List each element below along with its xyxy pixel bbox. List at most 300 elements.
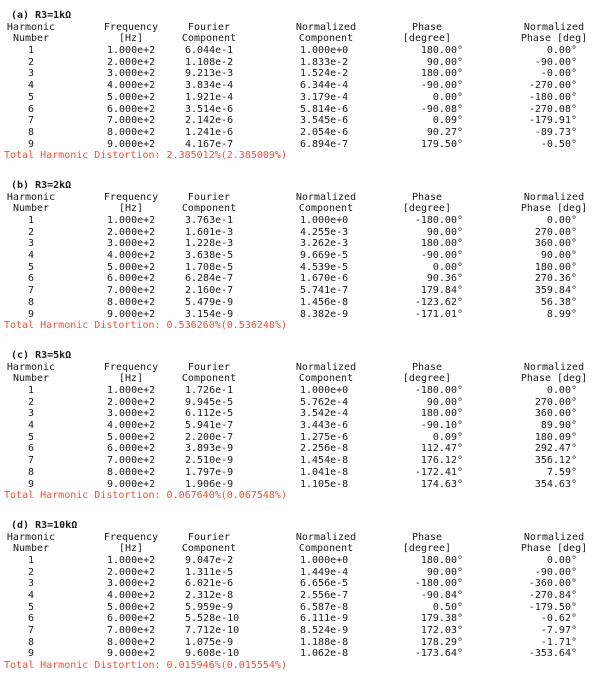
table-cell: 4.255e-3: [300, 226, 349, 238]
table-cell: 3.542e-4: [300, 408, 349, 420]
table-cell: 8.000e+2: [107, 466, 156, 478]
table-cell: 178.29°: [420, 636, 463, 648]
column-header: Component: [298, 33, 354, 45]
table-cell: 9.945e-5: [185, 396, 234, 408]
thd-line: Total Harmonic Distortion: 0.067640%(0.067548%): [4, 490, 287, 502]
table-cell: 6.112e-5: [185, 408, 234, 420]
table-row: [0, 420, 600, 432]
section-b: [0, 180, 600, 332]
table-cell: 6.021e-6: [185, 578, 234, 590]
table-cell: 6.284e-7: [185, 273, 234, 285]
table-cell: -90.08°: [420, 103, 463, 115]
table-cell: 270.00°: [534, 396, 577, 408]
table-cell: 90.00°: [426, 566, 463, 578]
column-header: Number: [12, 203, 50, 215]
table-cell: 2.054e-6: [300, 126, 349, 138]
table-cell: 6: [28, 613, 35, 625]
table-cell: -90.00°: [420, 250, 463, 262]
table-cell: -0.50°: [540, 138, 577, 150]
table-cell: -0.62°: [540, 613, 577, 625]
table-cell: 1.000e+2: [107, 215, 156, 227]
table-cell: 8.99°: [546, 308, 577, 320]
table-row: [0, 57, 600, 69]
table-cell: 9.669e-5: [300, 250, 349, 262]
table-cell: 90.00°: [540, 250, 577, 262]
table-cell: -0.00°: [540, 68, 577, 80]
column-header: Number: [12, 33, 50, 45]
table-cell: -172.41°: [414, 466, 463, 478]
table-cell: -7.97°: [540, 625, 577, 637]
table-row: [0, 92, 600, 104]
table-cell: 8.000e+2: [107, 636, 156, 648]
table-cell: 3.763e-1: [185, 215, 234, 227]
table-cell: 3.514e-6: [185, 103, 234, 115]
table-cell: 9.213e-3: [185, 68, 234, 80]
table-cell: 1.833e-2: [300, 56, 349, 68]
table-cell: 1.275e-6: [300, 431, 349, 443]
table-cell: 1.108e-2: [185, 56, 234, 68]
table-cell: 3.000e+2: [107, 238, 156, 250]
table-header-line2: [0, 203, 600, 215]
table-row: [0, 227, 600, 239]
table-cell: 3: [28, 408, 35, 420]
table-cell: 179.84°: [420, 285, 463, 297]
column-header: [degree]: [402, 203, 452, 215]
table-cell: 1: [28, 45, 35, 57]
table-header-line2: [0, 373, 600, 385]
table-row: [0, 68, 600, 80]
table-cell: 1.449e-4: [300, 566, 349, 578]
column-header: Component: [298, 543, 354, 555]
table-cell: 4: [28, 420, 35, 432]
column-header: Normalized: [523, 531, 585, 543]
table-cell: -360.00°: [528, 578, 577, 590]
table-cell: 6: [28, 103, 35, 115]
column-header: Fourier: [187, 531, 231, 543]
table-row: [0, 555, 600, 567]
table-cell: 180.00°: [420, 45, 463, 57]
table-header-line1: [0, 362, 600, 374]
table-cell: 6.344e-4: [300, 80, 349, 92]
table-cell: 0.09°: [432, 431, 463, 443]
table-cell: 56.38°: [540, 296, 577, 308]
table-cell: 360.00°: [534, 238, 577, 250]
column-header: [Hz]: [118, 33, 144, 45]
column-header: Phase: [411, 361, 443, 373]
table-cell: 4.000e+2: [107, 420, 156, 432]
table-cell: 270.36°: [534, 273, 577, 285]
table-cell: 6: [28, 273, 35, 285]
table-cell: 8: [28, 126, 35, 138]
table-cell: 8: [28, 636, 35, 648]
table-cell: 2.556e-7: [300, 590, 349, 602]
table-cell: 1.241e-6: [185, 126, 234, 138]
table-cell: 8.524e-9: [300, 625, 349, 637]
table-cell: 2: [28, 566, 35, 578]
table-cell: 1.311e-5: [185, 566, 234, 578]
table-row: [0, 80, 600, 92]
table-cell: 0.00°: [546, 45, 577, 57]
table-row: [0, 309, 600, 321]
table-cell: 9.000e+2: [107, 478, 156, 490]
table-cell: 5.000e+2: [107, 601, 156, 613]
column-header: Number: [12, 373, 50, 385]
column-header: Normalized: [295, 531, 357, 543]
table-cell: 1.524e-2: [300, 68, 349, 80]
table-header-line2: [0, 33, 600, 45]
table-cell: 5: [28, 601, 35, 613]
table-cell: 8: [28, 296, 35, 308]
column-header: Number: [12, 543, 50, 555]
section-heading: (c) R3=5kΩ: [11, 349, 72, 361]
table-cell: 1.000e+2: [107, 385, 156, 397]
table-cell: -270.08°: [528, 103, 577, 115]
table-cell: 270.00°: [534, 226, 577, 238]
column-header: Harmonic: [6, 531, 56, 543]
table-cell: 1.797e-9: [185, 466, 234, 478]
table-cell: 3.262e-3: [300, 238, 349, 250]
table-row: [0, 613, 600, 625]
table-row: [0, 567, 600, 579]
table-cell: 1.670e-6: [300, 273, 349, 285]
table-row: [0, 625, 600, 637]
table-row: [0, 578, 600, 590]
table-cell: 9.608e-10: [185, 648, 240, 660]
table-cell: -90.84°: [420, 590, 463, 602]
column-header: Component: [181, 543, 237, 555]
table-cell: 180.00°: [420, 68, 463, 80]
section-a: [0, 10, 600, 162]
table-cell: 356.12°: [534, 455, 577, 467]
table-cell: 8.000e+2: [107, 126, 156, 138]
table-cell: 9: [28, 138, 35, 150]
table-cell: 180.00°: [420, 238, 463, 250]
column-header: Component: [298, 203, 354, 215]
table-cell: -353.64°: [528, 648, 577, 660]
table-cell: 9: [28, 478, 35, 490]
table-cell: 2.510e-9: [185, 455, 234, 467]
table-cell: 112.47°: [420, 443, 463, 455]
table-cell: 7.000e+2: [107, 625, 156, 637]
table-cell: 2.256e-8: [300, 443, 349, 455]
table-cell: 1.105e-8: [300, 478, 349, 490]
table-cell: 7: [28, 285, 35, 297]
table-cell: -179.50°: [528, 601, 577, 613]
column-header: Phase [deg]: [520, 373, 588, 385]
table-row: [0, 45, 600, 57]
table-row: [0, 455, 600, 467]
table-cell: 5.941e-7: [185, 420, 234, 432]
table-row: [0, 648, 600, 660]
section-heading: (b) R3=2kΩ: [11, 179, 72, 191]
table-cell: -90.10°: [420, 420, 463, 432]
table-cell: 3.154e-9: [185, 308, 234, 320]
table-cell: 5.000e+2: [107, 91, 156, 103]
section-heading: (d) R3=10kΩ: [11, 519, 78, 531]
table-cell: 292.47°: [534, 443, 577, 455]
column-header: Harmonic: [6, 191, 56, 203]
table-cell: 1.062e-8: [300, 648, 349, 660]
column-header: Normalized: [523, 21, 585, 33]
table-cell: 6.000e+2: [107, 443, 156, 455]
table-row: [0, 443, 600, 455]
table-row: [0, 215, 600, 227]
table-cell: 359.84°: [534, 285, 577, 297]
table-row: [0, 115, 600, 127]
column-header: [Hz]: [118, 203, 144, 215]
column-header: Frequency: [103, 21, 159, 33]
thd-line: Total Harmonic Distortion: 2.385012%(2.385009%): [4, 150, 287, 162]
table-cell: 5.762e-4: [300, 396, 349, 408]
table-cell: 90.36°: [426, 273, 463, 285]
section-d: [0, 520, 600, 672]
table-cell: -270.00°: [528, 80, 577, 92]
table-cell: -90.00°: [534, 56, 577, 68]
table-cell: 1.075e-9: [185, 636, 234, 648]
table-cell: 1.041e-8: [300, 466, 349, 478]
table-cell: 6.111e-9: [300, 613, 349, 625]
table-cell: 4: [28, 80, 35, 92]
table-cell: 0.00°: [546, 215, 577, 227]
column-header: [degree]: [402, 373, 452, 385]
table-row: [0, 139, 600, 151]
column-header: Phase: [411, 531, 443, 543]
table-cell: -180.00°: [414, 215, 463, 227]
table-cell: 4.000e+2: [107, 590, 156, 602]
table-body: [0, 385, 600, 490]
table-row: [0, 262, 600, 274]
column-header: Component: [181, 203, 237, 215]
table-cell: -179.91°: [528, 115, 577, 127]
table-header-line2: [0, 543, 600, 555]
table-cell: 172.03°: [420, 625, 463, 637]
table-cell: 2.142e-6: [185, 115, 234, 127]
table-header-line1: [0, 192, 600, 204]
table-cell: 9.000e+2: [107, 308, 156, 320]
column-header: [Hz]: [118, 373, 144, 385]
thd-line: Total Harmonic Distortion: 0.536260%(0.536248%): [4, 320, 287, 332]
table-cell: 3: [28, 238, 35, 250]
table-cell: 7: [28, 455, 35, 467]
table-cell: 2.000e+2: [107, 396, 156, 408]
table-cell: 4: [28, 590, 35, 602]
table-cell: 7.000e+2: [107, 285, 156, 297]
table-cell: 9: [28, 648, 35, 660]
table-body: [0, 215, 600, 320]
column-header: Normalized: [523, 361, 585, 373]
column-header: Phase [deg]: [520, 543, 588, 555]
table-cell: 3.834e-4: [185, 80, 234, 92]
column-header: Phase: [411, 21, 443, 33]
table-cell: 3.443e-6: [300, 420, 349, 432]
section-heading: (a) R3=1kΩ: [11, 10, 72, 21]
table-cell: 1.921e-4: [185, 91, 234, 103]
table-cell: -90.00°: [534, 566, 577, 578]
table-cell: 90.27°: [426, 126, 463, 138]
table-cell: -171.01°: [414, 308, 463, 320]
table-cell: 90.00°: [426, 396, 463, 408]
table-cell: 2.160e-7: [185, 285, 234, 297]
table-cell: -90.00°: [420, 80, 463, 92]
table-cell: 0.50°: [432, 601, 463, 613]
table-cell: 2: [28, 396, 35, 408]
table-cell: 6: [28, 443, 35, 455]
table-cell: 354.63°: [534, 478, 577, 490]
table-cell: 2: [28, 226, 35, 238]
table-cell: 5.741e-7: [300, 285, 349, 297]
column-header: [Hz]: [118, 543, 144, 555]
table-cell: 6.656e-5: [300, 578, 349, 590]
table-cell: 1.228e-3: [185, 238, 234, 250]
table-cell: 1: [28, 215, 35, 227]
table-cell: 9: [28, 308, 35, 320]
table-cell: 1.454e-8: [300, 455, 349, 467]
table-cell: 8.000e+2: [107, 296, 156, 308]
table-cell: 3.638e-5: [185, 250, 234, 262]
table-cell: 1.601e-3: [185, 226, 234, 238]
table-cell: 1.188e-8: [300, 636, 349, 648]
table-cell: 1.708e-5: [185, 261, 234, 273]
table-cell: 5.000e+2: [107, 261, 156, 273]
table-cell: 0.00°: [432, 91, 463, 103]
column-header: Phase: [411, 191, 443, 203]
column-header: Fourier: [187, 361, 231, 373]
table-cell: 5: [28, 261, 35, 273]
table-row: [0, 479, 600, 491]
table-row: [0, 397, 600, 409]
table-cell: 1.000e+0: [300, 215, 349, 227]
table-cell: 4: [28, 250, 35, 262]
table-cell: 1.000e+0: [300, 554, 349, 566]
table-cell: 90.00°: [426, 226, 463, 238]
table-cell: 7.000e+2: [107, 115, 156, 127]
table-cell: 174.63°: [420, 478, 463, 490]
table-cell: 6.587e-8: [300, 601, 349, 613]
table-cell: 7: [28, 625, 35, 637]
table-cell: 7.712e-10: [185, 625, 240, 637]
table-cell: 9.000e+2: [107, 138, 156, 150]
table-row: [0, 408, 600, 420]
table-cell: 5.479e-9: [185, 296, 234, 308]
table-cell: 6.044e-1: [185, 45, 234, 57]
table-row: [0, 238, 600, 250]
table-cell: 90.00°: [426, 56, 463, 68]
table-cell: 0.09°: [432, 115, 463, 127]
table-cell: 89.90°: [540, 420, 577, 432]
table-cell: 0.00°: [546, 554, 577, 566]
table-cell: 6.894e-7: [300, 138, 349, 150]
table-cell: -89.73°: [534, 126, 577, 138]
table-row: [0, 432, 600, 444]
table-cell: 3: [28, 68, 35, 80]
table-cell: 2.000e+2: [107, 566, 156, 578]
table-cell: 180.00°: [420, 408, 463, 420]
table-body: [0, 555, 600, 660]
column-header: Frequency: [103, 191, 159, 203]
table-cell: 3.545e-6: [300, 115, 349, 127]
table-row: [0, 250, 600, 262]
table-cell: 3.893e-9: [185, 443, 234, 455]
table-cell: 0.00°: [546, 385, 577, 397]
table-cell: 6.000e+2: [107, 103, 156, 115]
table-cell: 3.000e+2: [107, 68, 156, 80]
table-cell: 5.528e-10: [185, 613, 240, 625]
table-cell: 1.726e-1: [185, 385, 234, 397]
table-cell: 3.000e+2: [107, 408, 156, 420]
column-header: Fourier: [187, 21, 231, 33]
table-cell: 5.959e-9: [185, 601, 234, 613]
table-cell: 4.167e-7: [185, 138, 234, 150]
table-row: [0, 467, 600, 479]
column-header: Harmonic: [6, 21, 56, 33]
table-row: [0, 104, 600, 116]
table-cell: 9.047e-2: [185, 554, 234, 566]
table-cell: 179.50°: [420, 138, 463, 150]
column-header: Frequency: [103, 361, 159, 373]
table-cell: -173.64°: [414, 648, 463, 660]
table-cell: 2.000e+2: [107, 56, 156, 68]
column-header: Phase [deg]: [520, 203, 588, 215]
table-cell: -180.00°: [414, 385, 463, 397]
table-cell: 6.000e+2: [107, 613, 156, 625]
table-cell: 1.000e+0: [300, 385, 349, 397]
table-cell: 2.200e-7: [185, 431, 234, 443]
column-header: Harmonic: [6, 361, 56, 373]
column-header: [degree]: [402, 543, 452, 555]
table-cell: -270.84°: [528, 590, 577, 602]
table-row: [0, 285, 600, 297]
column-header: Normalized: [295, 191, 357, 203]
table-row: [0, 127, 600, 139]
table-cell: 180.00°: [534, 261, 577, 273]
column-header: Normalized: [295, 21, 357, 33]
table-cell: 1.456e-8: [300, 296, 349, 308]
table-header-line1: [0, 22, 600, 34]
table-cell: 4.539e-5: [300, 261, 349, 273]
table-cell: -1.71°: [540, 636, 577, 648]
table-cell: 8.382e-9: [300, 308, 349, 320]
table-cell: 5: [28, 431, 35, 443]
table-cell: 2.000e+2: [107, 226, 156, 238]
table-cell: 9.000e+2: [107, 648, 156, 660]
table-cell: 7.000e+2: [107, 455, 156, 467]
table-header-line1: [0, 532, 600, 544]
table-row: [0, 385, 600, 397]
table-cell: 7.59°: [546, 466, 577, 478]
table-cell: 3: [28, 578, 35, 590]
table-cell: 4.000e+2: [107, 80, 156, 92]
table-row: [0, 637, 600, 649]
table-cell: 5: [28, 91, 35, 103]
table-cell: 3.179e-4: [300, 91, 349, 103]
table-row: [0, 273, 600, 285]
thd-line: Total Harmonic Distortion: 0.015946%(0.015554%): [4, 660, 287, 672]
table-cell: 176.12°: [420, 455, 463, 467]
table-cell: -123.62°: [414, 296, 463, 308]
column-header: Normalized: [523, 191, 585, 203]
column-header: Frequency: [103, 531, 159, 543]
table-body: [0, 45, 600, 150]
table-cell: 180.09°: [534, 431, 577, 443]
table-cell: 4.000e+2: [107, 250, 156, 262]
column-header: Fourier: [187, 191, 231, 203]
column-header: Component: [181, 33, 237, 45]
table-cell: -180.00°: [414, 578, 463, 590]
table-cell: 1: [28, 385, 35, 397]
table-cell: 0.00°: [432, 261, 463, 273]
table-cell: 5.814e-6: [300, 103, 349, 115]
table-cell: 1: [28, 554, 35, 566]
